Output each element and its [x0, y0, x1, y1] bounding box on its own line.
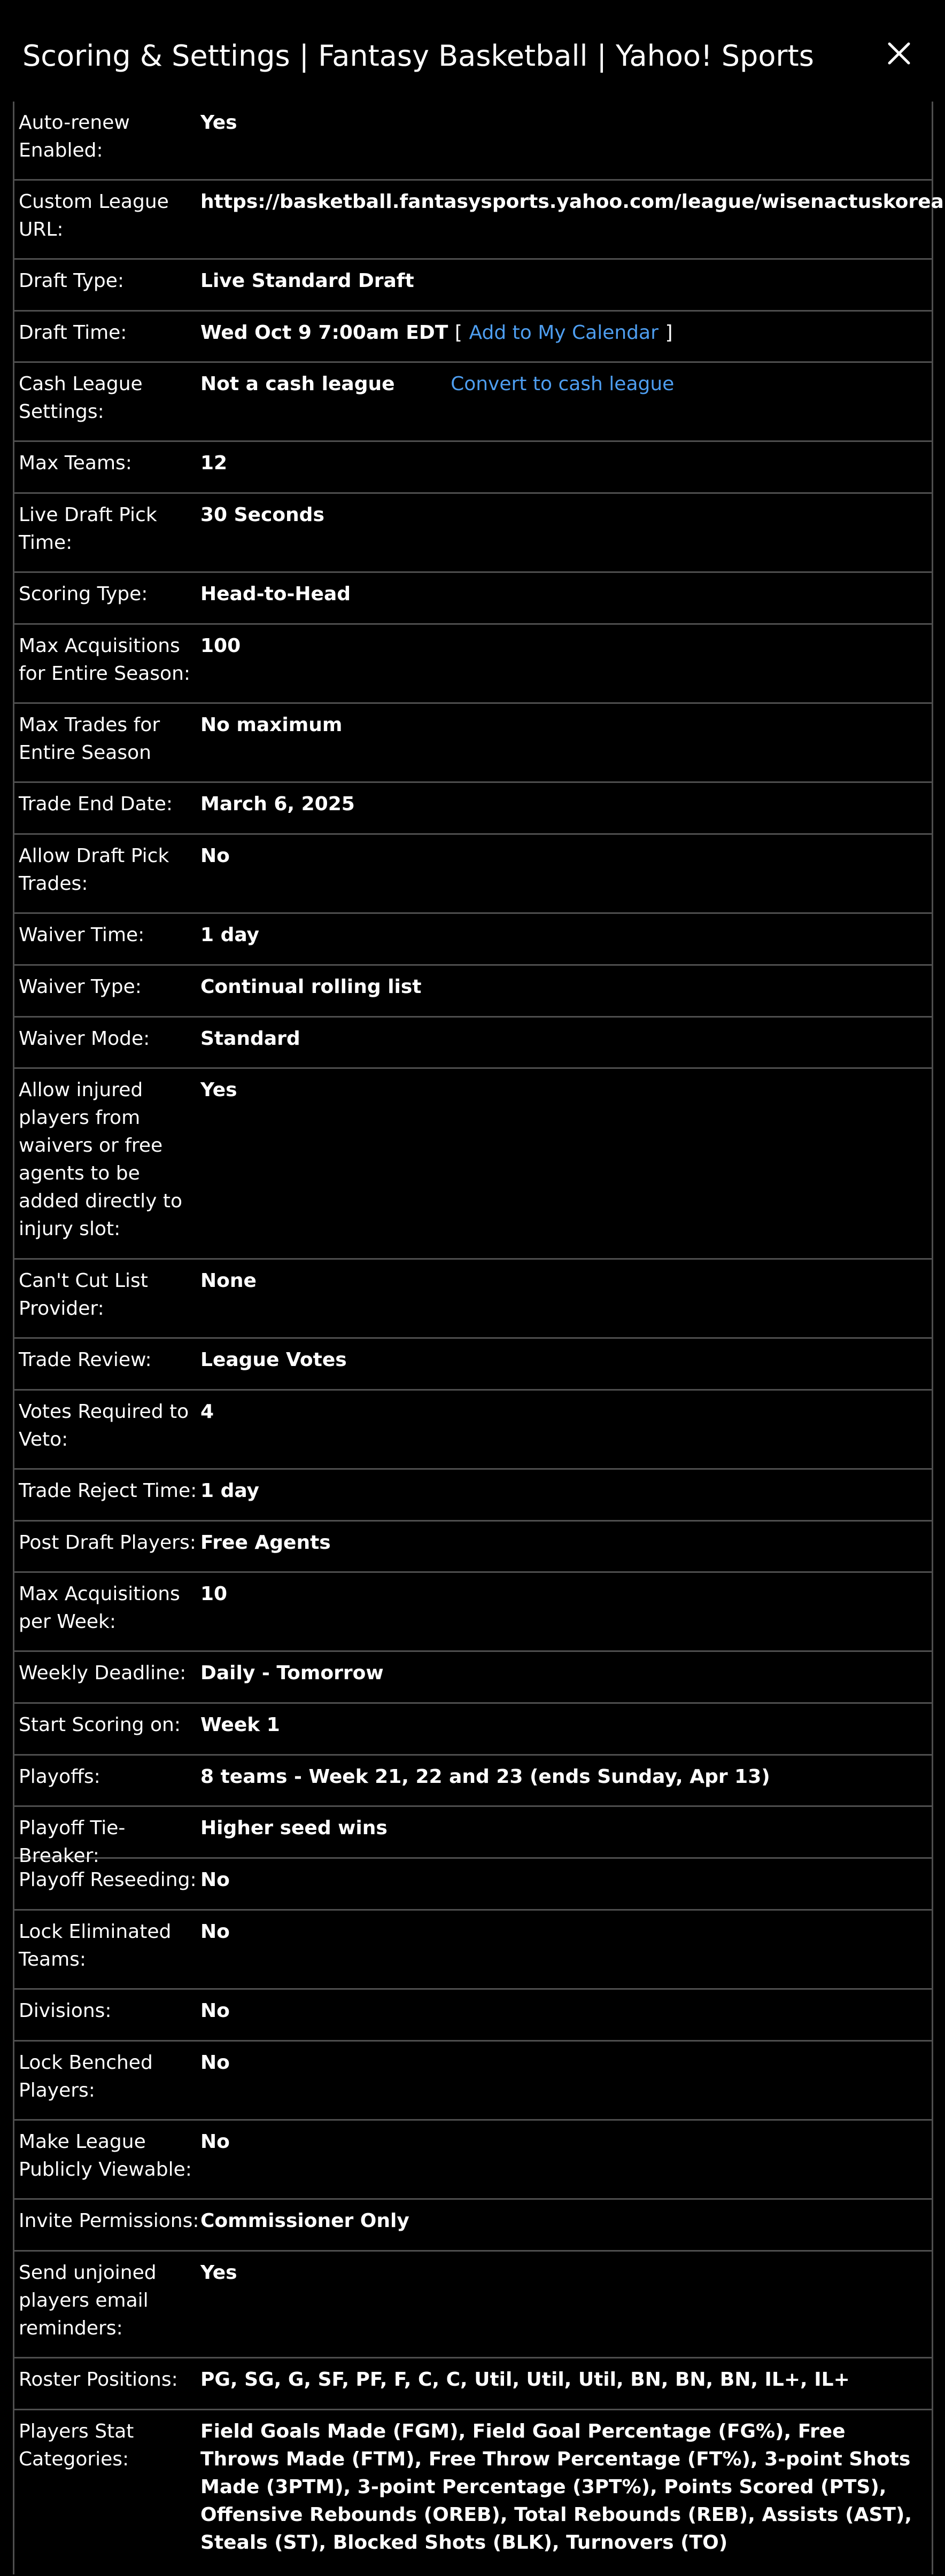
setting-value: League Votes	[200, 1349, 347, 1371]
settings-row-draft-pick-trades	[14, 835, 932, 914]
close-button[interactable]	[883, 37, 915, 69]
setting-label: Playoff Reseeding:	[19, 1869, 197, 1891]
setting-label: Allow Draft Pick Trades:	[19, 845, 169, 895]
convert-to-cash-link[interactable]: Convert to cash league	[451, 373, 675, 395]
setting-label: Trade End Date:	[19, 793, 173, 815]
setting-label: Waiver Mode:	[19, 1028, 150, 1050]
settings-row-playoffs	[14, 1756, 932, 1807]
setting-label: Cash League Settings:	[19, 373, 143, 423]
settings-row-votes-veto	[14, 1391, 932, 1470]
setting-label: Start Scoring on:	[19, 1714, 181, 1736]
setting-value	[199, 319, 932, 352]
setting-value: https://basketball.fantasysports.yahoo.com/league/wisenactuskorea	[200, 191, 944, 213]
setting-value: No	[200, 1869, 230, 1891]
add-to-calendar-link[interactable]: Add to My Calendar	[469, 322, 659, 344]
setting-value: 100	[200, 635, 241, 657]
setting-label: Allow injured players from waivers or free agents to be added directly to injury slot:	[19, 1079, 183, 1240]
settings-row-injured-players	[14, 1069, 932, 1260]
setting-value: 8 teams - Week 21, 22 and 23 (ends Sunday, Apr 13)	[200, 1766, 770, 1788]
settings-row-weekly-deadline	[14, 1652, 932, 1704]
settings-row-email-reminders	[14, 2252, 932, 2358]
settings-row-reseeding	[14, 1859, 932, 1911]
setting-label: Auto-renew Enabled:	[19, 112, 130, 161]
setting-value: No	[200, 2052, 230, 2074]
settings-row-custom-url	[14, 181, 944, 260]
settings-row-waiver-time	[14, 914, 932, 966]
setting-label: Max Trades for Entire Season	[19, 714, 160, 764]
setting-value: Higher seed wins	[200, 1817, 388, 1839]
settings-row-lock-eliminated	[14, 1911, 932, 1990]
setting-label: Lock Benched Players:	[19, 2052, 153, 2101]
setting-value: March 6, 2025	[200, 793, 355, 815]
settings-row-pick-time	[14, 494, 932, 573]
settings-row-waiver-mode	[14, 1018, 932, 1069]
cash-league-value: Not a cash league	[200, 373, 395, 395]
settings-row-trade-reject	[14, 1470, 932, 1522]
setting-value: No maximum	[200, 714, 343, 736]
settings-row-trade-end	[14, 783, 932, 835]
setting-value: Daily - Tomorrow	[200, 1662, 384, 1684]
page-title: Scoring & Settings | Fantasy Basketball | Yahoo! Sports	[22, 39, 814, 73]
setting-label: Playoff Tie-Breaker:	[19, 1817, 126, 1867]
settings-table	[13, 102, 944, 2574]
settings-row-trade-review	[14, 1339, 932, 1391]
setting-label: Send unjoined players email reminders:	[19, 2262, 157, 2339]
setting-label: Players Stat Categories:	[19, 2420, 134, 2470]
setting-value: PG, SG, G, SF, PF, F, C, C, Util, Util, Util, BN, BN, BN, IL+, IL+	[200, 2369, 850, 2391]
setting-value: Week 1	[200, 1714, 280, 1736]
settings-row-max-trades	[14, 704, 932, 783]
setting-value: No	[200, 2000, 230, 2022]
settings-row-tie-breaker	[14, 1807, 932, 1867]
setting-label: Can't Cut List Provider:	[19, 1270, 148, 1320]
settings-row-invite-perms	[14, 2200, 932, 2252]
setting-label: Live Draft Pick Time:	[19, 504, 157, 554]
settings-row-cash-league	[14, 363, 932, 442]
setting-label: Divisions:	[19, 2000, 112, 2022]
settings-row-draft-time	[14, 312, 932, 363]
draft-time-value: Wed Oct 9 7:00am EDT	[200, 322, 448, 344]
settings-row-divisions	[14, 1990, 932, 2042]
setting-label: Draft Time:	[19, 322, 127, 344]
settings-row-roster-positions	[14, 2358, 932, 2410]
settings-row-max-teams	[14, 442, 932, 494]
setting-value: 10	[200, 1583, 228, 1605]
close-icon[interactable]	[883, 37, 915, 69]
setting-label: Invite Permissions:	[19, 2210, 199, 2232]
setting-label: Max Teams:	[19, 452, 132, 474]
setting-label: Trade Reject Time:	[19, 1480, 197, 1502]
settings-row-lock-benched	[14, 2042, 932, 2121]
setting-value: Commissioner Only	[200, 2210, 409, 2232]
setting-value: No	[200, 845, 230, 867]
setting-value: Yes	[200, 2262, 237, 2284]
setting-label: Playoffs:	[19, 1766, 100, 1788]
setting-label: Roster Positions:	[19, 2369, 178, 2391]
setting-label: Weekly Deadline:	[19, 1662, 187, 1684]
setting-label: Make League Publicly Viewable:	[19, 2131, 192, 2181]
setting-value: Standard	[200, 1028, 300, 1050]
setting-value: No	[200, 2131, 230, 2153]
setting-value: 1 day	[200, 1480, 260, 1502]
setting-value: Live Standard Draft	[200, 270, 414, 292]
settings-row-waiver-type	[14, 966, 932, 1018]
setting-value: 30 Seconds	[200, 504, 324, 526]
setting-value: Free Agents	[200, 1532, 331, 1554]
modal-header	[0, 0, 945, 102]
settings-row-stat-categories	[14, 2410, 932, 2576]
setting-label: Waiver Time:	[19, 924, 145, 946]
setting-label: Lock Eliminated Teams:	[19, 1921, 172, 1970]
setting-label: Scoring Type:	[19, 583, 148, 605]
setting-value: None	[200, 1270, 257, 1292]
setting-value: Yes	[200, 1079, 237, 1101]
setting-label: Waiver Type:	[19, 976, 142, 998]
settings-row-cant-cut	[14, 1260, 932, 1339]
setting-label: Votes Required to Veto:	[19, 1401, 189, 1450]
settings-row-max-acq-week	[14, 1573, 932, 1652]
bracket-open: [	[454, 322, 462, 344]
settings-row-draft-type	[14, 260, 932, 312]
settings-row-max-acq-season	[14, 625, 932, 704]
setting-label: Custom League URL:	[19, 191, 169, 240]
setting-label: Max Acquisitions per Week:	[19, 1583, 180, 1633]
setting-value: Continual rolling list	[200, 976, 422, 998]
setting-value	[199, 370, 932, 431]
setting-value: 1 day	[200, 924, 260, 946]
setting-value: No	[200, 1921, 230, 1943]
setting-value: Yes	[200, 112, 237, 134]
settings-row-auto-renew	[14, 102, 932, 181]
settings-row-scoring-type	[14, 573, 932, 625]
setting-label: Trade Review:	[19, 1349, 152, 1371]
setting-value: Field Goals Made (FGM), Field Goal Percentage (FG%), Free Throws Made (FTM), Free Throw Percentage (FT%), 3-point Shots Made (3PTM), 3-point Percentage (3PT%), Points Scored (PTS), Offensive Rebounds (OREB), Total Rebounds (REB), Assists (AST), Steals (ST), Blocked Shots (BLK), Turnovers (TO)	[200, 2420, 912, 2554]
setting-value: 4	[200, 1401, 214, 1423]
bracket-close: ]	[665, 322, 673, 344]
setting-value: Head-to-Head	[200, 583, 351, 605]
settings-row-post-draft	[14, 1522, 932, 1573]
setting-label: Max Acquisitions for Entire Season:	[19, 635, 191, 685]
settings-row-start-scoring	[14, 1704, 932, 1756]
setting-label: Draft Type:	[19, 270, 124, 292]
settings-row-public-viewable	[14, 2121, 932, 2200]
setting-value: 12	[200, 452, 228, 474]
setting-label: Post Draft Players:	[19, 1532, 196, 1554]
